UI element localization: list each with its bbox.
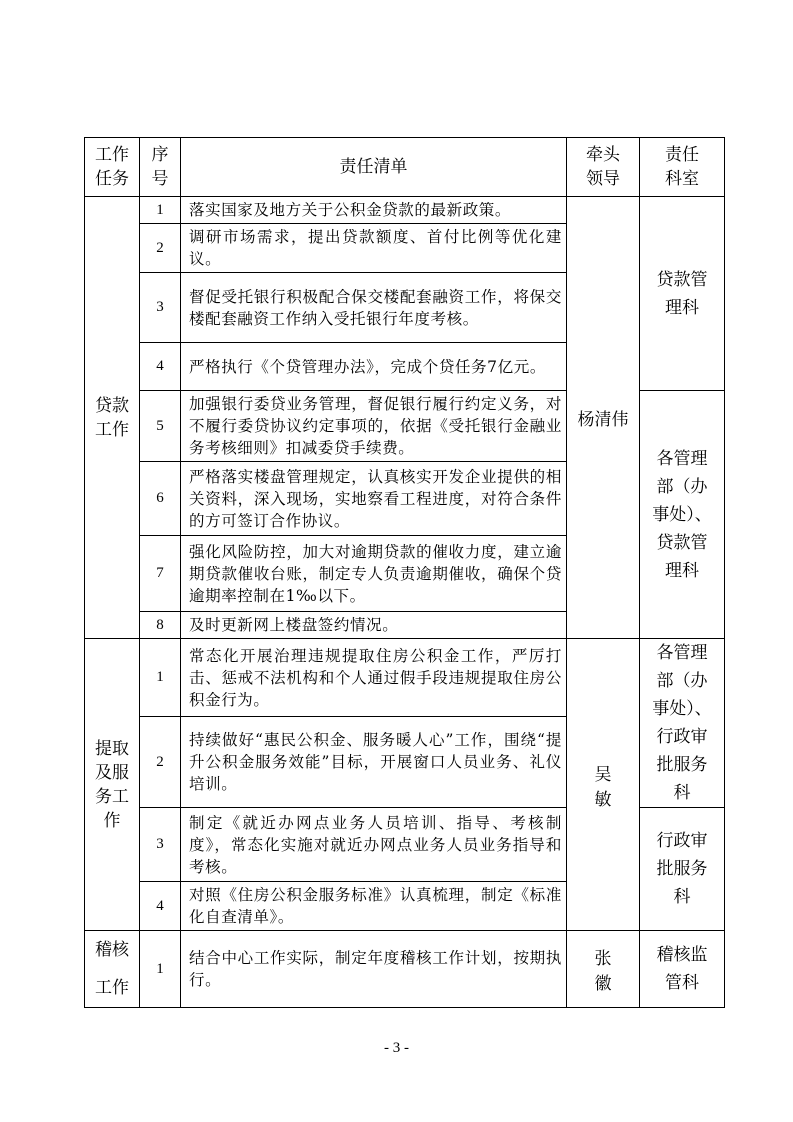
duty-text: 严格落实楼盘管理规定，认真核实开发企业提供的相关资料，深入现场，实地察看工程进度，对符合条件的方可签订合作协议。 <box>181 462 567 536</box>
header-seq: 序 号 <box>140 138 181 197</box>
duty-text: 结合中心工作实际，制定年度稽核工作计划，按期执行。 <box>181 931 567 1008</box>
seq-number: 8 <box>140 612 181 639</box>
seq-number: 3 <box>140 808 181 882</box>
duty-text: 督促受托银行积极配合保交楼配套融资工作，将保交楼配套融资工作纳入受托银行年度考核。 <box>181 273 567 343</box>
duty-text: 强化风险防控，加大对逾期贷款的催收力度，建立逾期贷款催收台账，制定专人负责逾期催收，确保个贷逾期率控制在1‰以下。 <box>181 536 567 612</box>
office-cell: 贷款管 理科 <box>640 197 725 391</box>
page-number: - 3 - <box>384 1040 409 1056</box>
header-office: 责任 科室 <box>640 138 725 197</box>
header-row <box>85 138 725 197</box>
task-cell-withdrawal: 提取 及服 务工 作 <box>85 639 140 931</box>
duty-text: 及时更新网上楼盘签约情况。 <box>181 612 567 639</box>
table-row <box>85 197 725 224</box>
header-duty: 责任清单 <box>181 138 567 197</box>
leader-cell: 杨清伟 <box>567 197 640 639</box>
leader-cell: 张 徽 <box>567 931 640 1008</box>
office-cell: 行政审 批服务 科 <box>640 808 725 931</box>
task-cell-audit: 稽核 工作 <box>85 931 140 1008</box>
table-row <box>85 639 725 717</box>
header-task: 工作 任务 <box>85 138 140 197</box>
duty-text: 严格执行《个贷管理办法》，完成个贷任务7亿元。 <box>181 343 567 391</box>
seq-number: 1 <box>140 639 181 717</box>
seq-number: 1 <box>140 197 181 224</box>
duty-text: 制定《就近办网点业务人员培训、指导、考核制度》，常态化实施对就近办网点业务人员业务指导和考核。 <box>181 808 567 882</box>
seq-number: 4 <box>140 343 181 391</box>
task-cell-loan: 贷款 工作 <box>85 197 140 639</box>
duty-text: 对照《住房公积金服务标准》认真梳理，制定《标准化自查清单》。 <box>181 882 567 931</box>
duty-text: 落实国家及地方关于公积金贷款的最新政策。 <box>181 197 567 224</box>
seq-number: 7 <box>140 536 181 612</box>
seq-number: 6 <box>140 462 181 536</box>
header-leader: 牵头 领导 <box>567 138 640 197</box>
seq-number: 1 <box>140 931 181 1008</box>
duty-text: 调研市场需求，提出贷款额度、首付比例等优化建议。 <box>181 224 567 273</box>
table-row <box>85 931 725 1008</box>
office-cell: 各管理 部（办 事处）、 行政审 批服务 科 <box>640 639 725 808</box>
seq-number: 4 <box>140 882 181 931</box>
duty-text: 持续做好“惠民公积金、服务暖人心”工作，围绕“提升公积金服务效能”目标，开展窗口人员业务、礼仪培训。 <box>181 717 567 808</box>
seq-number: 3 <box>140 273 181 343</box>
office-cell: 稽核监 管科 <box>640 931 725 1008</box>
seq-number: 2 <box>140 224 181 273</box>
responsibility-table <box>84 137 725 1008</box>
office-cell: 各管理 部（办 事处）、 贷款管 理科 <box>640 391 725 639</box>
leader-cell: 吴 敏 <box>567 639 640 931</box>
seq-number: 5 <box>140 391 181 462</box>
duty-text: 常态化开展治理违规提取住房公积金工作，严厉打击、惩戒不法机构和个人通过假手段违规提取住房公积金行为。 <box>181 639 567 717</box>
seq-number: 2 <box>140 717 181 808</box>
duty-text: 加强银行委贷业务管理，督促银行履行约定义务，对不履行委贷协议约定事项的，依据《受托银行金融业务考核细则》扣减委贷手续费。 <box>181 391 567 462</box>
